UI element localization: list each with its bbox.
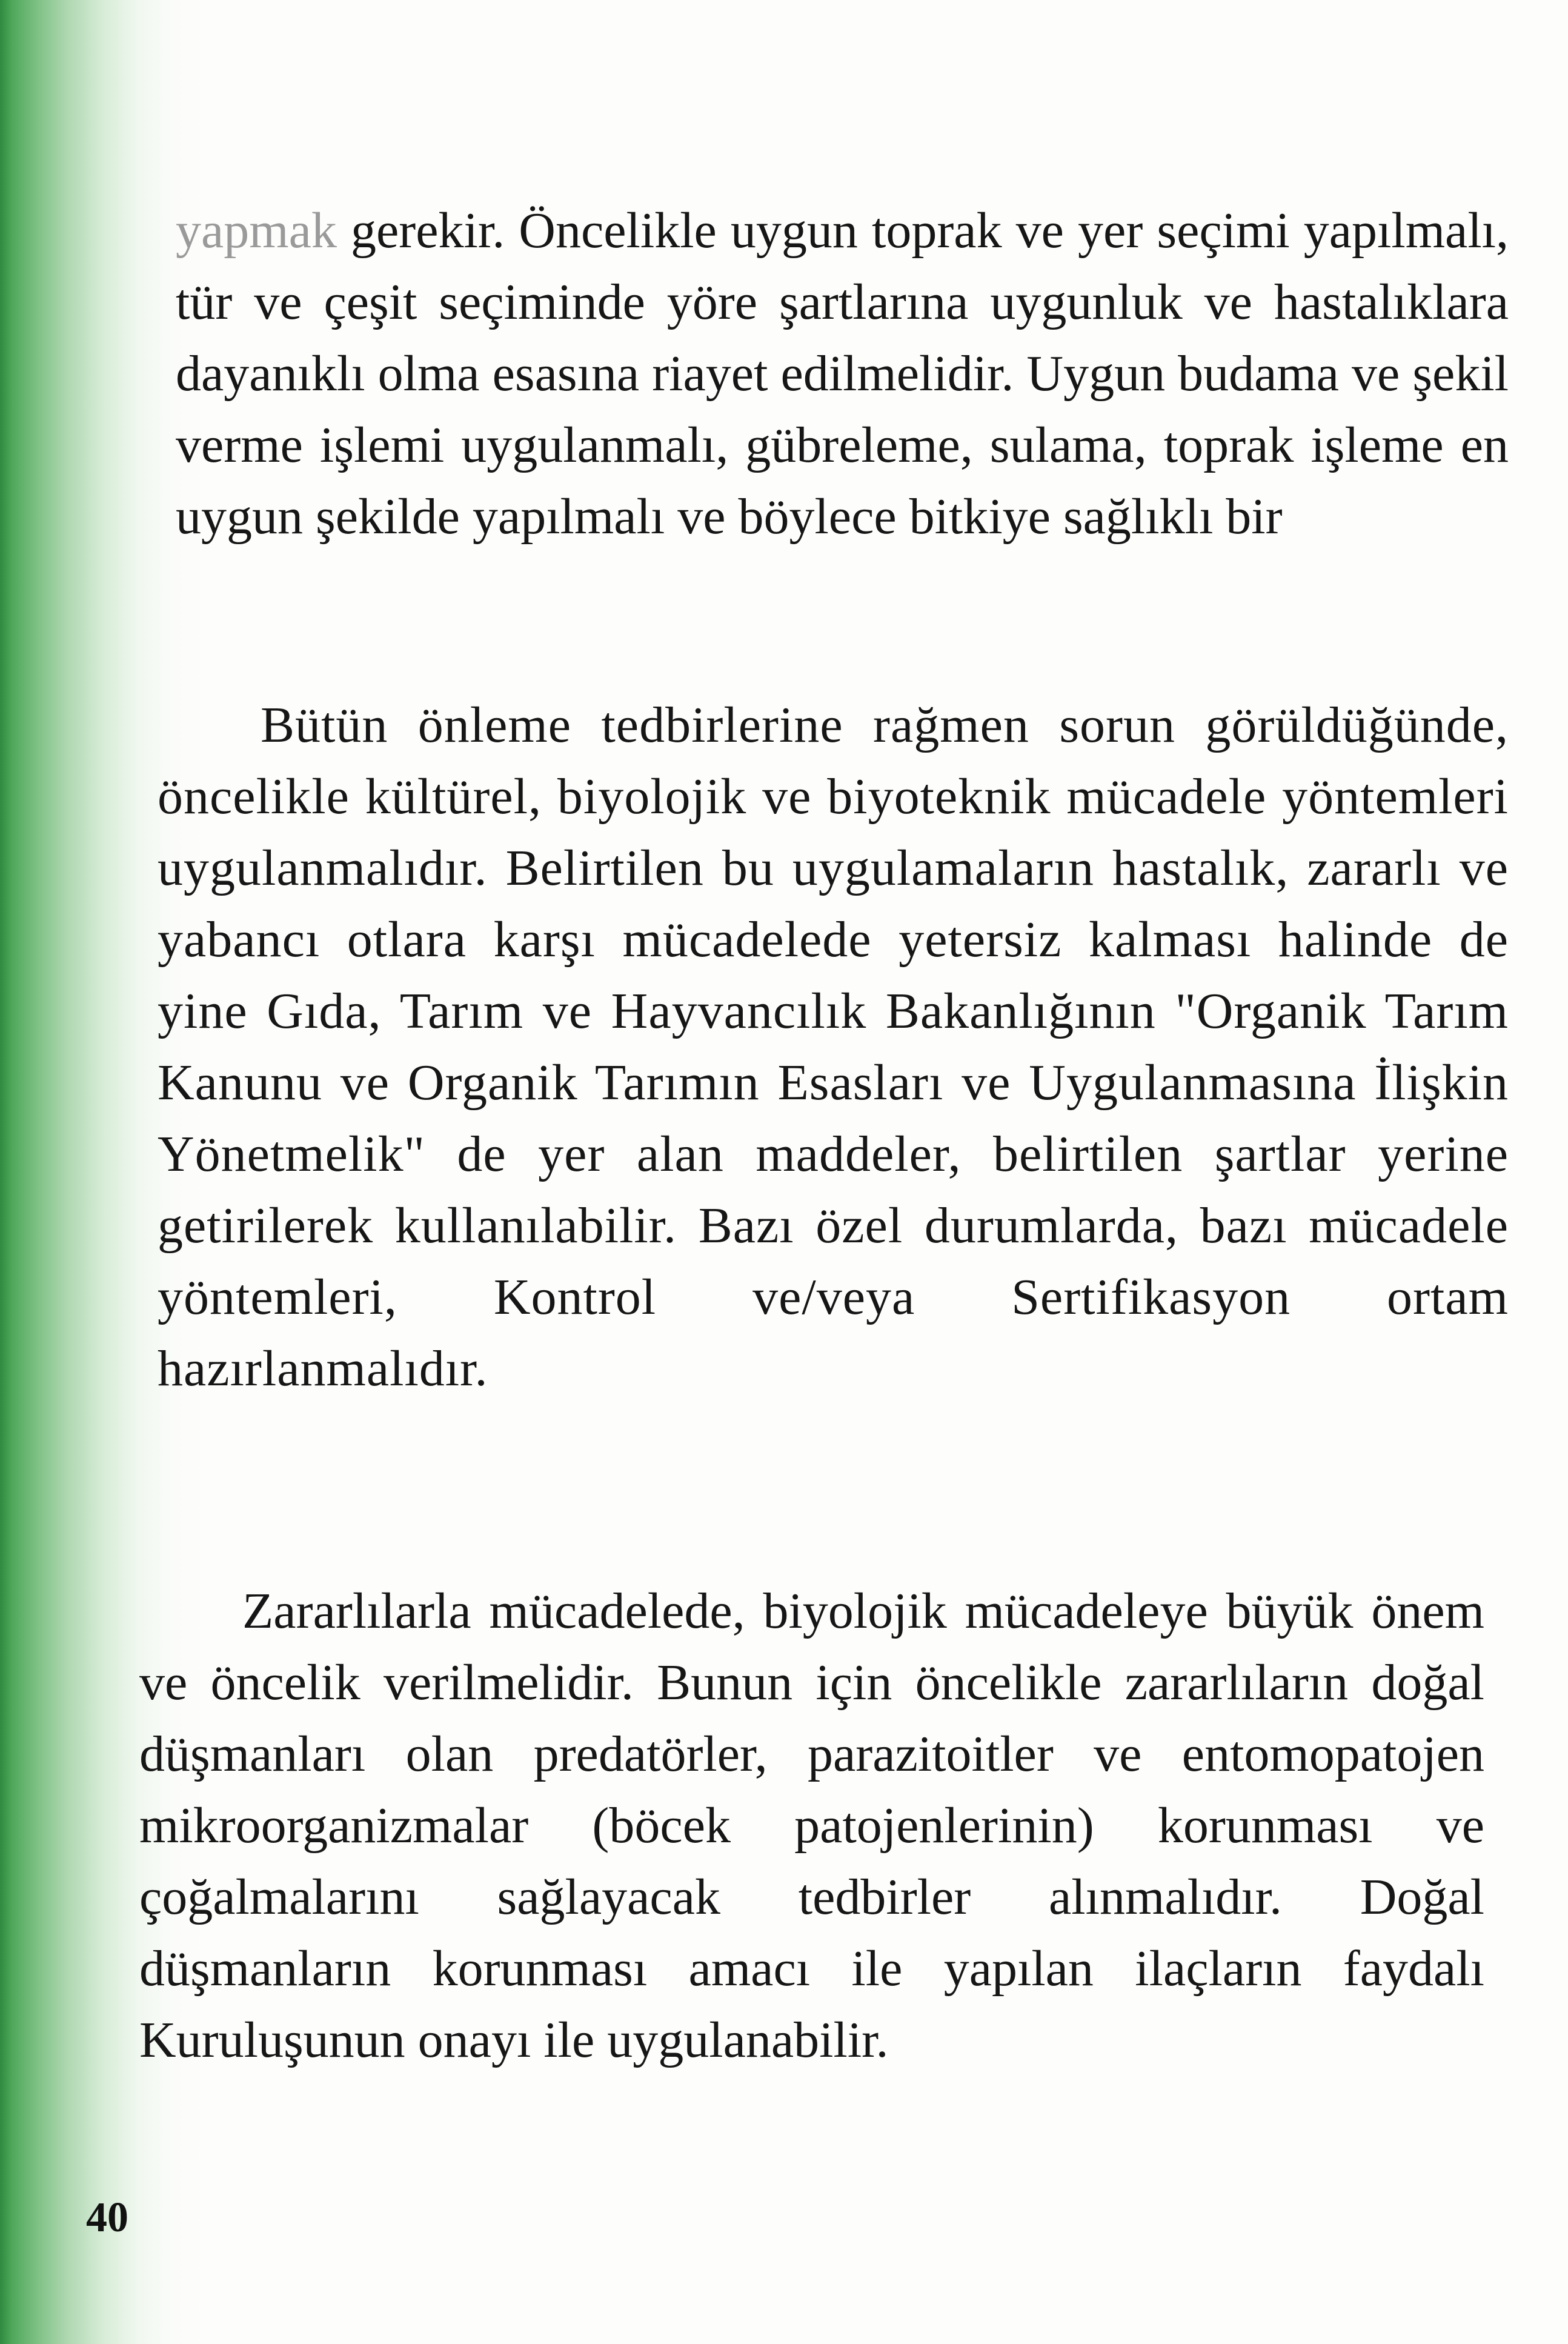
page-number: 40 [86,2194,128,2241]
paragraph-2: Bütün önleme tedbirlerine rağmen sorun görüldüğünde, öncelikle kültürel, biyolojik ve biyoteknik mücadele yöntemleri uygulanmalıdır. Belirtilen bu uygulamaların hastalık, zararlı ve yabancı otlara karşı mücadelede yetersiz kalması halinde de yine Gıda, Tarım ve Hayvancılık Bakanlığının "Organik Tarım Kanunu ve Organik Tarımın Esasları ve Uygulanmasına İlişkin Yönetmelik" de yer alan maddeler, belirtilen şartlar yerine getirilerek kullanılabilir. Bazı özel durumlarda, bazı mücadele yöntemleri, Kontrol ve/veya Sertifikasyon ortam hazırlanmalıdır. [158,697,1509,1397]
faded-word: yapmak [176,202,337,259]
paragraph-3: Zararlılarla mücadelede, biyolojik mücadeleye büyük önem ve öncelik verilmelidir. Bunun için öncelikle zararlıların doğal düşmanları olan predatörler, parazitoitler ve entomopatojen mikroorganizmalar (böcek patojenlerinin) korunması ve çoğalmalarını sağlayacak tedbirler alınmalıdır. Doğal düşmanların korunması amacı ile yapılan ilaçların faydalı Kuruluşunun onayı ile uygulanabilir. [139,1583,1484,2068]
paragraph-1 [176,195,1509,553]
paragraph-1-text: gerekir. Öncelikle uygun toprak ve yer seçimi yapılmalı, tür ve çeşit seçiminde yöre şartlarına uygunluk ve hastalıklara dayanıklı olma esasına riayet edilmelidir. Uygun budama ve şekil verme işlemi uygulanmalı, gübreleme, sulama, toprak işleme en uygun şekilde yapılmalı ve böylece bitkiye sağlıklı bir [176,202,1509,545]
